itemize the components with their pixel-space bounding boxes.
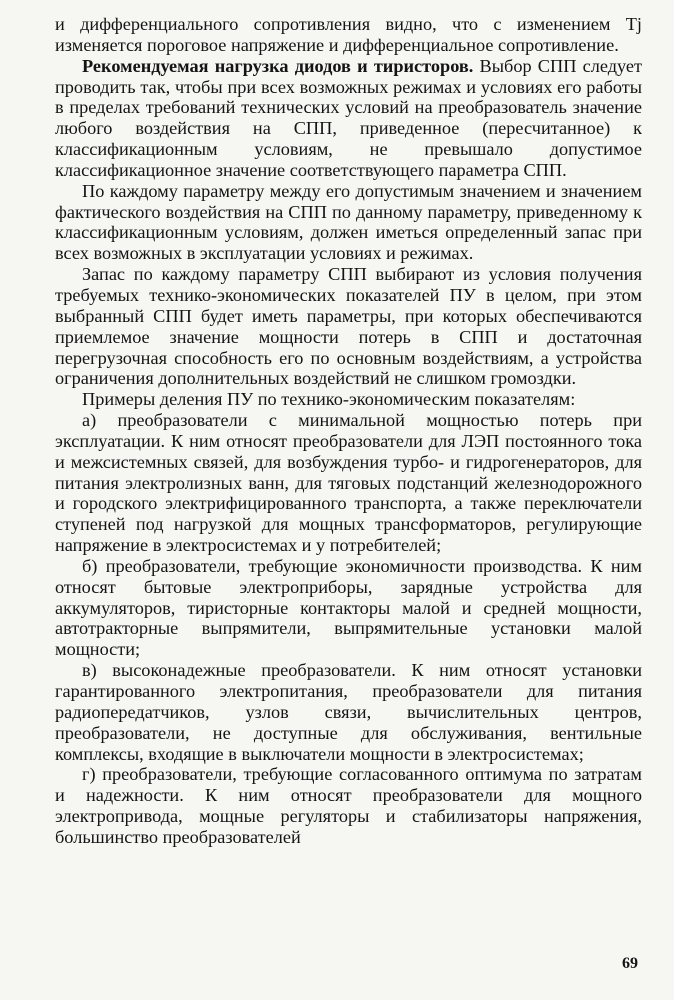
section-heading-recommended-load: Рекомендуемая нагрузка диодов и тиристоров. <box>82 55 474 76</box>
list-item-b-text: б) преобразователи, требующие экономичности производства. К ним относят бытовые электроприборы, зарядные устройства для аккумуляторов, тиристорные контакторы малой и средней мощности, автотракторные выпрямители, выпрямительные установки малой мощности; <box>55 555 642 660</box>
paragraph-5 <box>55 389 642 410</box>
list-item-b <box>55 556 642 660</box>
list-item-g <box>55 764 642 847</box>
paragraph-1-text: и дифференциального сопротивления видно, что с изменением Tj изменяется пороговое напряжение и дифференциальное сопротивление. <box>55 14 642 55</box>
paragraph-3 <box>55 181 642 264</box>
paragraph-4-text: Запас по каждому параметру СПП выбирают из условия получения требуемых технико-экономических показателей ПУ в целом, при этом выбранный СПП будет иметь параметры, при которых обеспечиваются приемлемое значение мощности потерь в СПП и достаточная перегрузочная способность его по основным воздействиям, а устройства ограничения дополнительных воздействий не слишком громоздки. <box>55 264 642 389</box>
paragraph-4 <box>55 264 642 389</box>
list-item-a-text: а) преобразователи с минимальной мощностью потерь при эксплуатации. К ним относят преобразователи для ЛЭП постоянного тока и межсистемных связей, для возбуждения турбо- и гидрогенераторов, для питания электролизных ванн, для тяговых подстанций железнодорожного и городского электрифицированного транспорта, а также переключатели ступеней под нагрузкой для мощных трансформаторов, регулирующие напряжение в электросистемах и у потребителей; <box>55 410 642 556</box>
list-item-g-text: г) преобразователи, требующие согласованного оптимума по затратам и надежности. К ним относят преобразователи для мощного электропривода, мощные регуляторы и стабилизаторы напряжения, большинство преобразователей <box>55 764 642 847</box>
paragraph-3-text: По каждому параметру между его допустимым значением и значением фактического воздействия на СПП по данному параметру, приведенному к классификационным условиям, должен иметься определенный запас при всех возможных в эксплуатации условиях и режимах. <box>55 180 642 264</box>
paragraph-2-text: Выбор СПП следует проводить так, чтобы при всех возможных режимах и условиях его работы в пределах требований технических условий на преобразователь значение любого воздействия на СПП, приведенное (пересчитанное) к классификационным условиям, не превышало допустимое классификационное значение соответствующего параметра СПП. <box>55 55 643 180</box>
list-item-v <box>55 660 642 764</box>
body-text <box>55 14 642 848</box>
list-item-v-text: в) высоконадежные преобразователи. К ним относят установки гарантированного электропитания, преобразователи для питания радиопередатчиков, узлов связи, вычислительных центров, преобразователи, не доступные для обслуживания, вентильные комплексы, входящие в выключатели мощности в электросистемах; <box>55 660 642 764</box>
page-number: 69 <box>622 955 638 972</box>
paragraph-2 <box>55 56 642 181</box>
paragraph-5-text: Примеры деления ПУ по технико-экономическим показателям: <box>82 389 576 410</box>
paragraph-1 <box>55 14 642 56</box>
list-item-a <box>55 410 642 556</box>
